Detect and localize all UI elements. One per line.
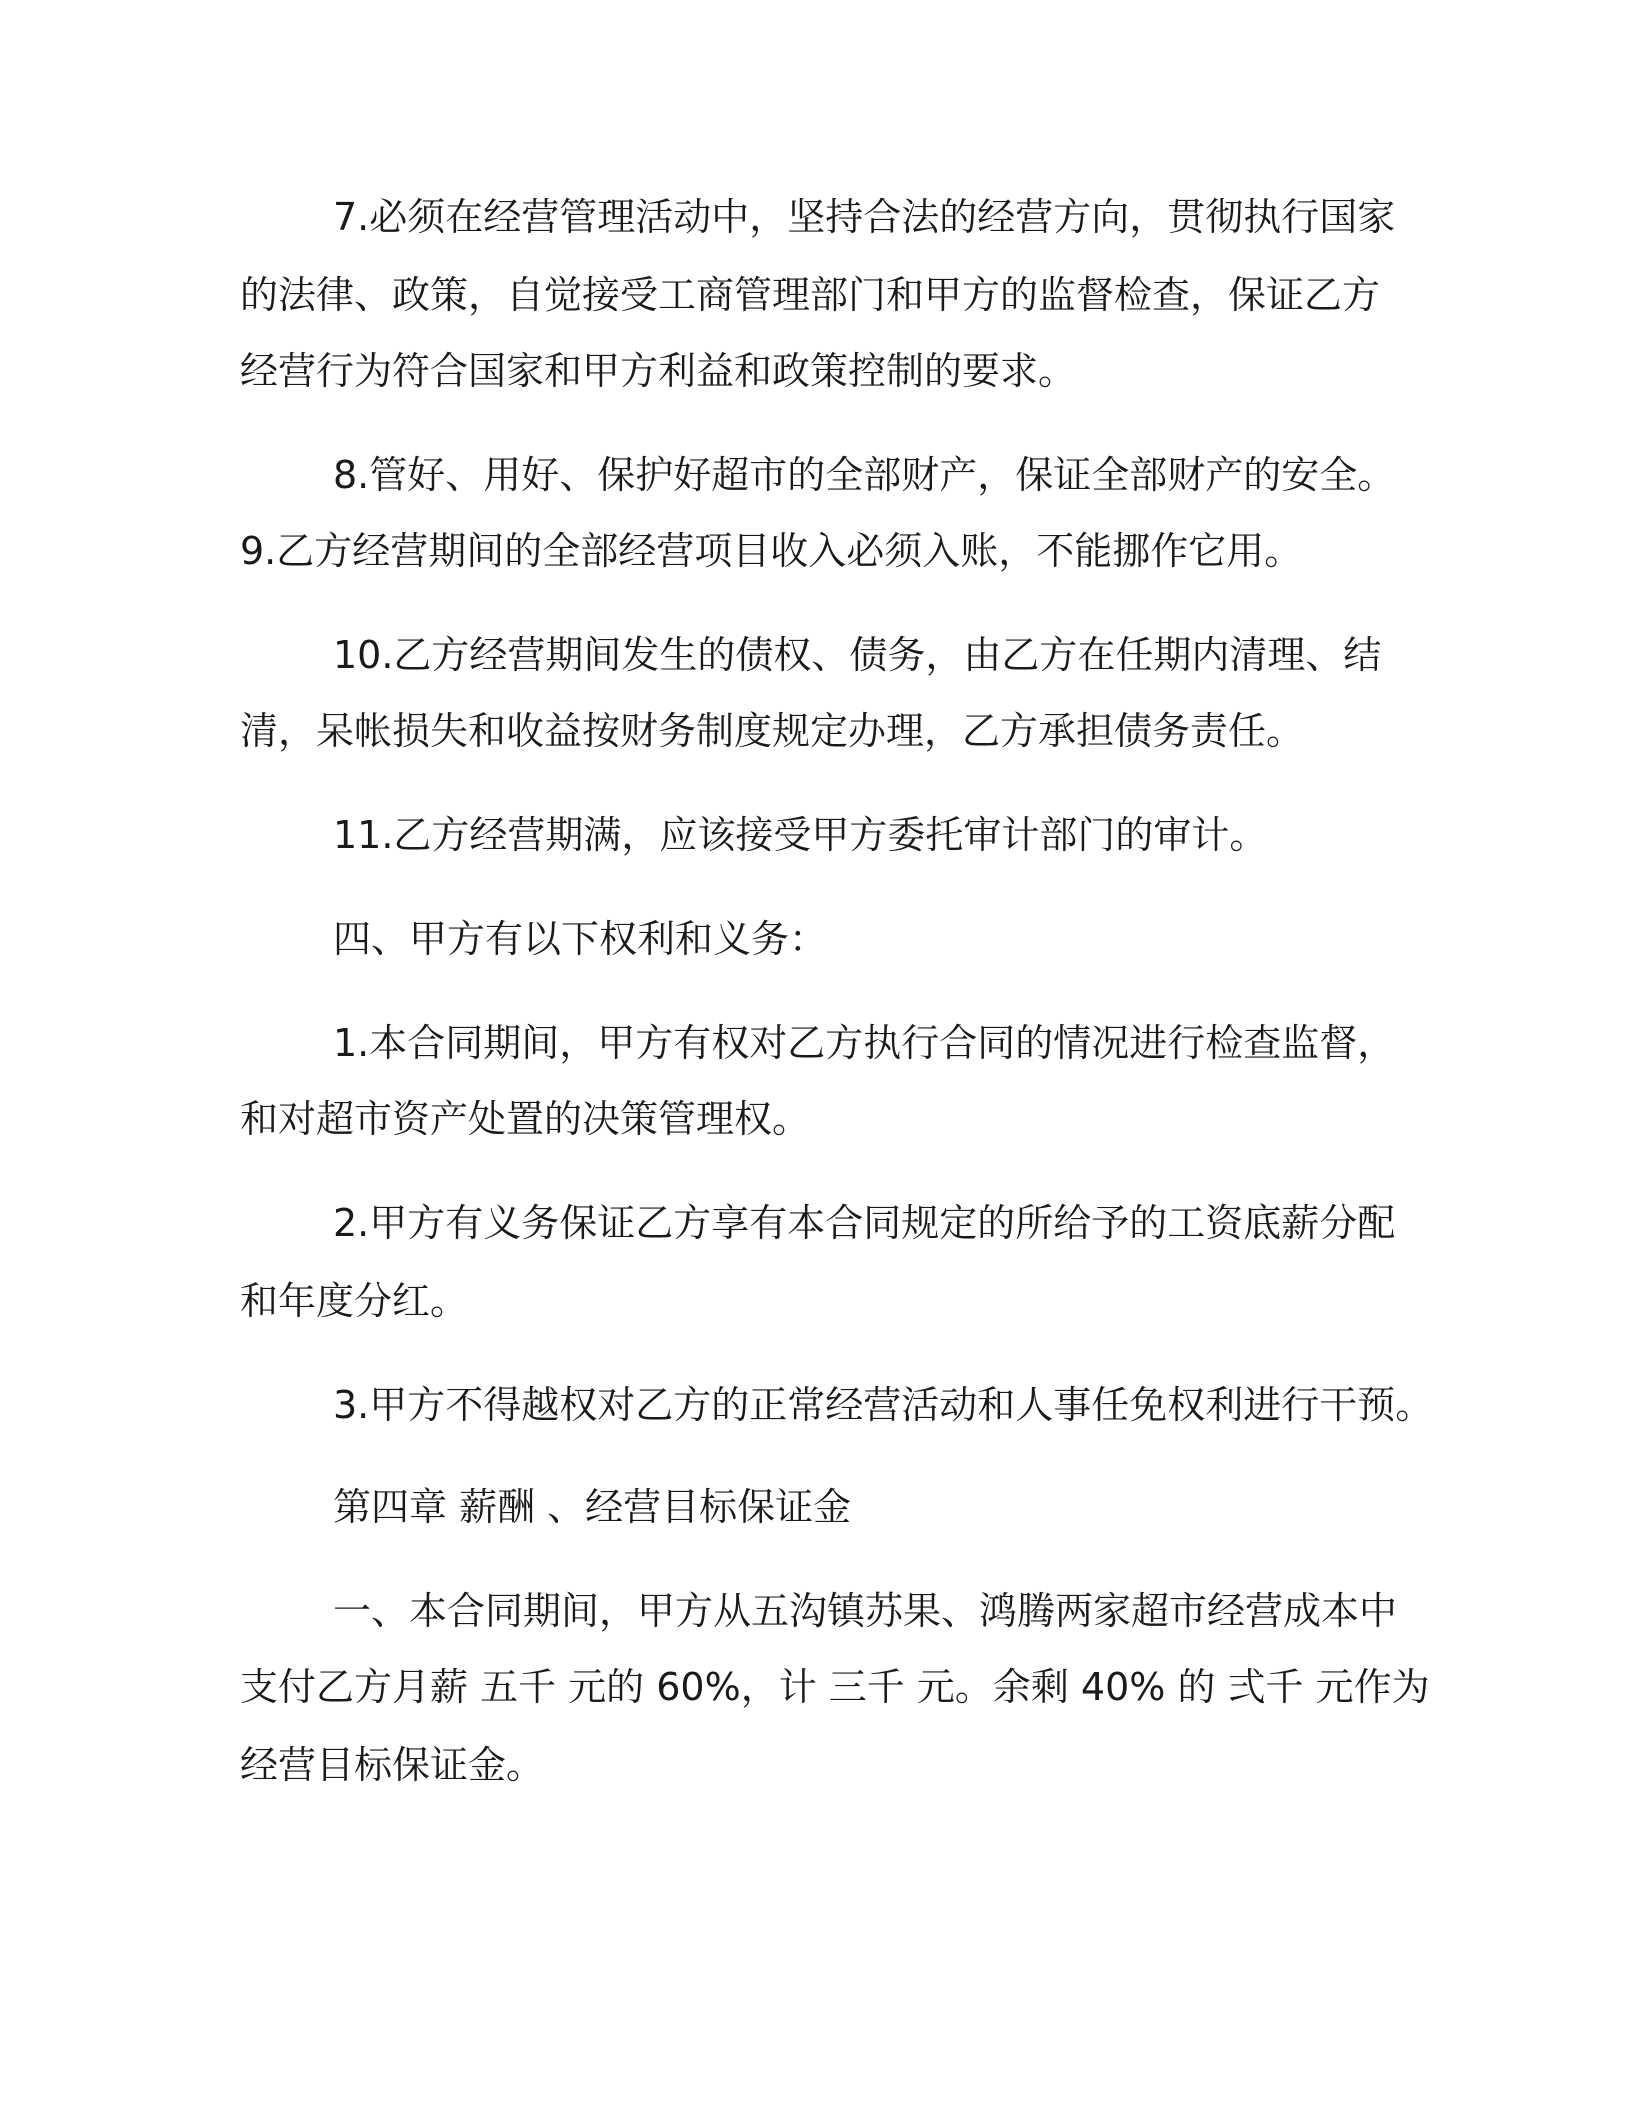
paragraph-11-line: 11.乙方经营期满，应该接受甲方委托审计部门的审计。	[333, 813, 1268, 857]
chapter-4-clause-1-line-2: 支付乙方月薪 五千 元的 60%，计 三千 元。余剩 40% 的 弍千 元作为	[240, 1665, 1430, 1709]
section-4-item-3-line: 3.甲方不得越权对乙方的正常经营活动和人事任免权利进行干预。	[333, 1383, 1434, 1427]
paragraph-7-line-1: 7.必须在经营管理活动中，坚持合法的经营方向，贯彻执行国家	[333, 195, 1396, 239]
chapter-4-heading: 第四章 薪酬 、经营目标保证金	[333, 1485, 852, 1529]
paragraph-9-line: 9.乙方经营期间的全部经营项目收入必须入账，不能挪作它用。	[240, 529, 1303, 573]
section-4-item-2-line-1: 2.甲方有义务保证乙方享有本合同规定的所给予的工资底薪分配	[333, 1201, 1396, 1245]
paragraph-7-line-2: 的法律、政策，自觉接受工商管理部门和甲方的监督检查，保证乙方	[240, 273, 1381, 317]
paragraph-7-line-3: 经营行为符合国家和甲方利益和政策控制的要求。	[240, 349, 1077, 393]
chapter-4-clause-1-line-1: 一、本合同期间，甲方从五沟镇苏果、鸿腾两家超市经营成本中	[333, 1589, 1398, 1633]
paragraph-10-line-2: 清，呆帐损失和收益按财务制度规定办理，乙方承担债务责任。	[240, 709, 1305, 753]
section-4-item-1-line-2: 和对超市资产处置的决策管理权。	[240, 1097, 811, 1141]
paragraph-10-line-1: 10.乙方经营期间发生的债权、债务，由乙方在任期内清理、结	[333, 633, 1382, 677]
section-4-item-2-line-2: 和年度分红。	[240, 1279, 469, 1323]
paragraph-8-line: 8.管好、用好、保护好超市的全部财产，保证全部财产的安全。	[333, 453, 1396, 497]
section-4-item-1-line-1: 1.本合同期间，甲方有权对乙方执行合同的情况进行检查监督，	[333, 1021, 1396, 1065]
chapter-4-clause-1-line-3: 经营目标保证金。	[240, 1743, 545, 1787]
section-4-heading: 四、甲方有以下权利和义务：	[333, 917, 828, 961]
